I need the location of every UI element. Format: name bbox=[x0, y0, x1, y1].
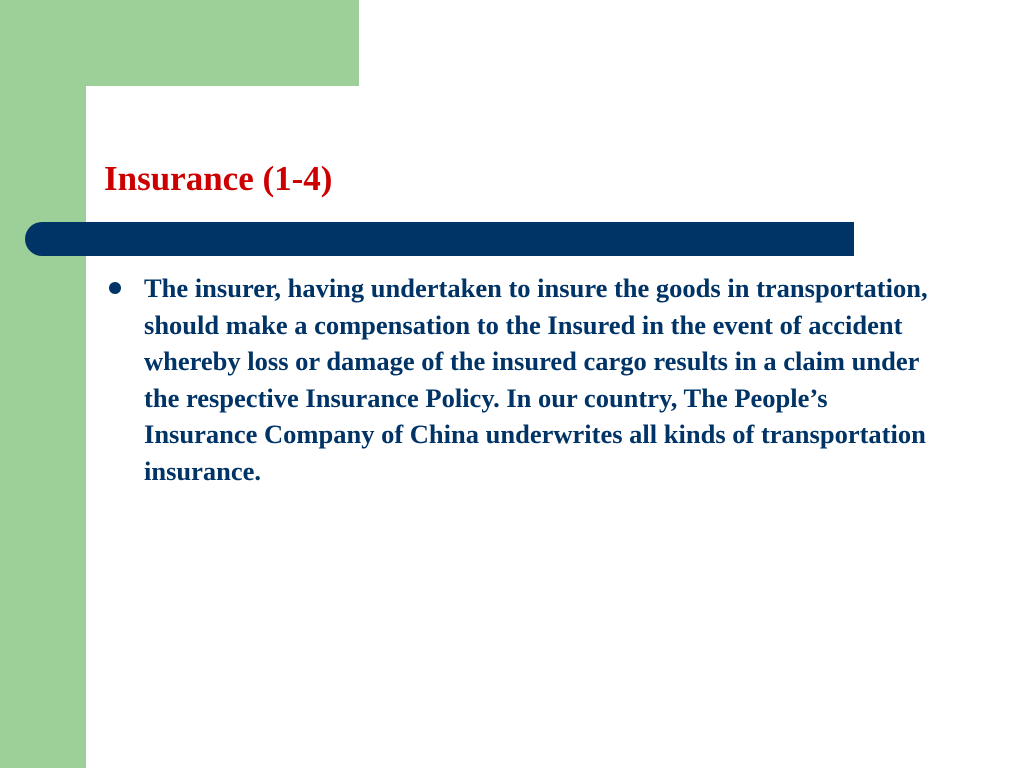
bullet-item bbox=[104, 270, 934, 489]
slide-title: Insurance (1-4) bbox=[104, 159, 333, 198]
bullet-dot-icon bbox=[109, 282, 121, 294]
green-side-band bbox=[0, 0, 86, 768]
bullet-list bbox=[104, 270, 934, 489]
title-divider-bar bbox=[25, 222, 854, 256]
green-top-band bbox=[0, 0, 359, 86]
bullet-text: The insurer, having undertaken to insure the goods in transportation, should make a compensation to the Insured in the event of accident whereby loss or damage of the insured cargo results in a claim under the respective Insurance Policy. In our country, The People’s Insurance Company of China underwrites all kinds of transportation insurance. bbox=[144, 273, 928, 486]
